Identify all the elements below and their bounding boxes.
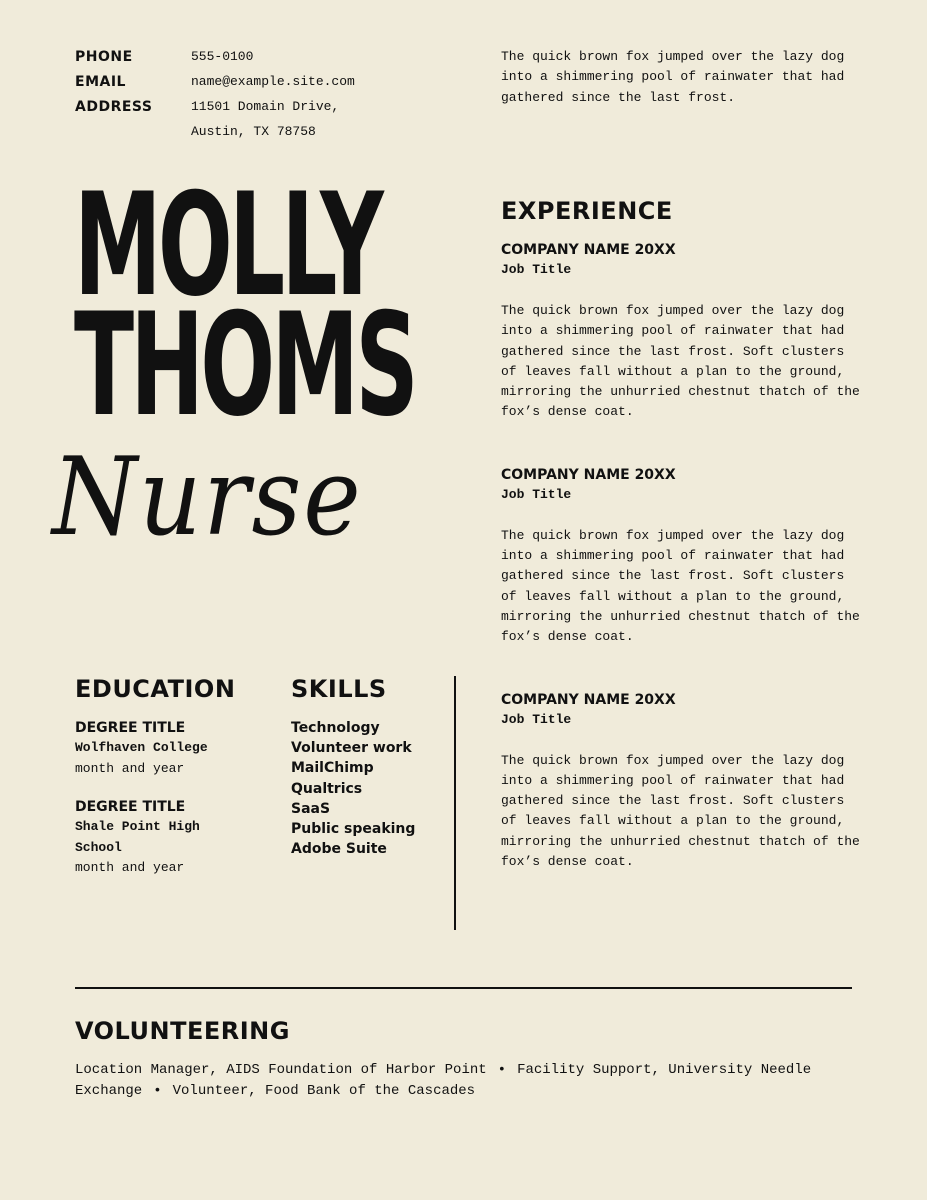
- volunteering-section: [75, 1016, 855, 1102]
- phone-label: PHONE: [75, 49, 133, 65]
- education-entry: [75, 797, 275, 879]
- skills-heading: SKILLS: [291, 675, 387, 703]
- role-title: Nurse: [52, 435, 363, 560]
- education-section: [75, 674, 275, 879]
- job-description: The quick brown fox jumped over the lazy dog into a shimmering pool of rainwater that had gathered since the last frost. Soft clusters of leaves fall without a plan to the ground, mirroring the unhurried chestnut thatch of the fox’s dense coat.: [501, 752, 860, 870]
- school-name: Wolfhaven College: [75, 740, 208, 755]
- address-value: [191, 97, 339, 142]
- school-name: Shale Point High School: [75, 819, 200, 855]
- job-title: Job Title: [501, 711, 572, 727]
- company-name: COMPANY NAME 20XX: [501, 466, 676, 483]
- skill-item: Qualtrics: [291, 780, 363, 797]
- last-name: THOMS: [74, 283, 415, 448]
- skill-item: Adobe Suite: [291, 841, 387, 858]
- email-value: name@example.site.com: [191, 74, 355, 89]
- job-entry: [501, 690, 861, 873]
- first-name: MOLLY: [74, 163, 381, 328]
- company-name: COMPANY NAME 20XX: [501, 691, 676, 708]
- education-entry: [75, 718, 275, 779]
- address-label: ADDRESS: [75, 99, 153, 115]
- address-line-1: 11501 Domain Drive,: [191, 99, 340, 114]
- address-row: [75, 97, 405, 142]
- job-description: The quick brown fox jumped over the lazy dog into a shimmering pool of rainwater that had gathered since the last frost. Soft clusters of leaves fall without a plan to the ground, mirroring the unhurried chestnut thatch of the fox’s dense coat.: [501, 527, 860, 645]
- email-row: [75, 72, 405, 92]
- experience-heading: EXPERIENCE: [501, 197, 673, 225]
- job-entry: [501, 240, 861, 423]
- phone-value: 555-0100: [191, 49, 254, 64]
- job-description: The quick brown fox jumped over the lazy dog into a shimmering pool of rainwater that had gathered since the last frost. Soft clusters of leaves fall without a plan to the ground, mirroring the unhurried chestnut thatch of the fox’s dense coat.: [501, 303, 860, 420]
- phone-row: [75, 47, 405, 67]
- skills-section: [291, 674, 451, 859]
- degree-title: DEGREE TITLE: [75, 799, 186, 815]
- volunteering-list: [75, 1060, 855, 1102]
- intro-text: The quick brown fox jumped over the lazy dog into a shimmering pool of rainwater that had gathered since the last frost.: [501, 49, 845, 105]
- education-heading: EDUCATION: [75, 675, 236, 703]
- horizontal-divider: [75, 987, 852, 989]
- volunteer-item: Location Manager, AIDS Foundation of Harbor Point: [75, 1062, 487, 1078]
- bullet-separator: •: [497, 1062, 507, 1078]
- skill-item: Public speaking: [291, 821, 416, 838]
- volunteer-item: Facility Support, University Needle Exchange: [75, 1062, 812, 1099]
- address-line-2: Austin, TX 78758: [191, 124, 316, 139]
- volunteer-item: Volunteer, Food Bank of the Cascades: [172, 1083, 476, 1099]
- skill-item: MailChimp: [291, 760, 374, 777]
- full-name: [74, 163, 415, 448]
- company-name: COMPANY NAME 20XX: [501, 242, 676, 258]
- skill-item: Technology: [291, 720, 380, 736]
- email-label: EMAIL: [75, 74, 126, 90]
- job-entry: [501, 465, 861, 648]
- job-title: Job Title: [501, 262, 572, 277]
- bullet-separator: •: [153, 1083, 162, 1099]
- job-title: Job Title: [501, 486, 572, 502]
- vertical-divider: [454, 676, 456, 930]
- contact-block: [75, 47, 405, 142]
- experience-section: [501, 196, 861, 872]
- skills-list: [291, 718, 451, 859]
- graduation-date: month and year: [75, 760, 185, 776]
- skill-item: Volunteer work: [291, 740, 412, 757]
- volunteering-heading: VOLUNTEERING: [75, 1017, 290, 1045]
- graduation-date: month and year: [75, 860, 185, 875]
- degree-title: DEGREE TITLE: [75, 720, 186, 736]
- skill-item: SaaS: [291, 800, 331, 817]
